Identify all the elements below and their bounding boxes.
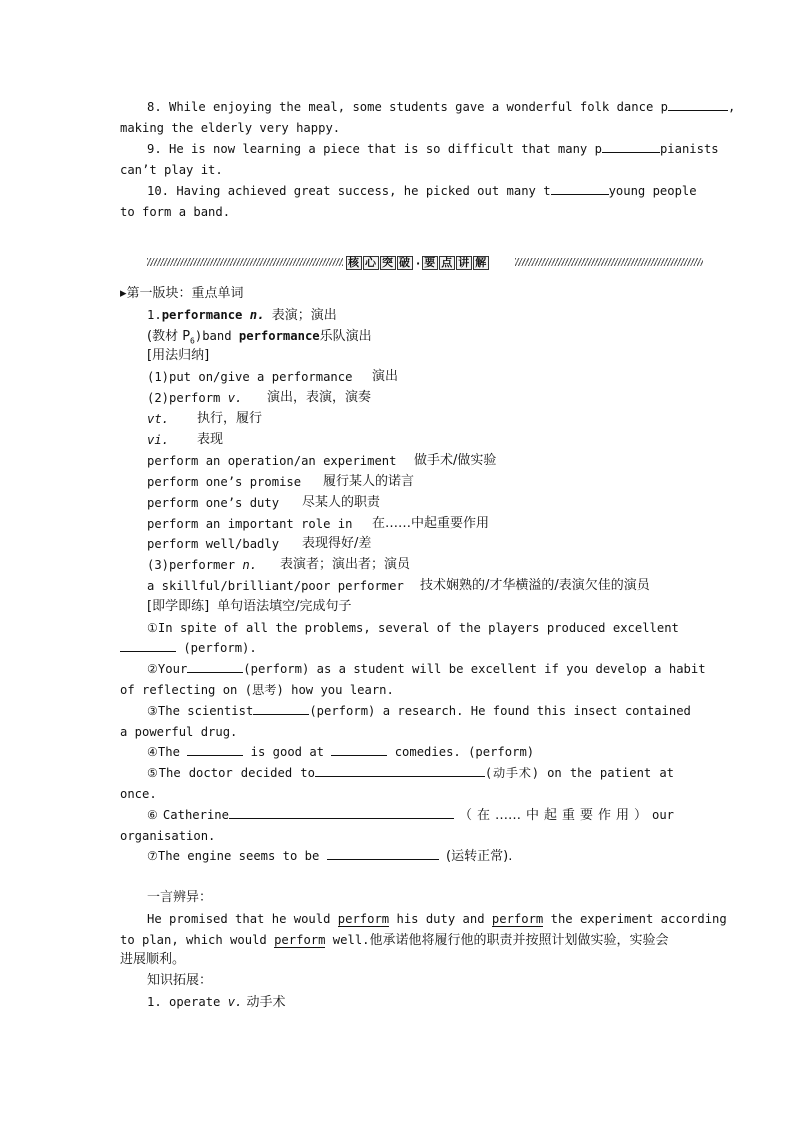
- collocation-4: perform an important role in 在……中起重要作用: [147, 516, 490, 531]
- distinguish-line2: to plan, which would perform well.他承诺他将履行他的职责并按照计划做实验，实验会: [120, 933, 669, 948]
- answer-blank[interactable]: [668, 98, 728, 111]
- banner-char: 突: [382, 256, 394, 269]
- section-banner: [346, 256, 490, 270]
- practice-1-line1: ①In spite of all the problems, several of the players produced excellent: [147, 621, 679, 635]
- banner-char: 解: [475, 256, 488, 269]
- answer-blank[interactable]: [187, 660, 243, 673]
- answer-blank[interactable]: [315, 764, 485, 777]
- banner-char: 破: [399, 256, 411, 269]
- banner-dot: ·: [416, 256, 421, 270]
- extension-item-1: 1. operate v. 动手术: [147, 995, 286, 1010]
- collocation-1: perform an operation/an experiment 做手术/做实验: [147, 453, 497, 468]
- collocation-6: a skillful/brilliant/poor performer 技术娴熟的/才华横溢的/表演欠佳的演员: [147, 578, 650, 593]
- distinguish-line1: He promised that he would perform his duty and perform the experiment according: [147, 912, 727, 926]
- answer-blank[interactable]: [602, 140, 660, 153]
- vocab-item-1: 1.performance n. 表演；演出: [147, 308, 337, 323]
- collocation-5: perform well/badly 表现得好/差: [147, 536, 372, 551]
- usage-5: (3)performer n. 表演者；演出者；演员: [147, 557, 411, 572]
- exercise-8-line1: 8. While enjoying the meal, some students gave a wonderful folk dance p ,: [147, 100, 736, 114]
- practice-3-line2: a powerful drug.: [120, 725, 238, 739]
- exercise-9-line1: 9. He is now learning a piece that is so difficult that many p pianists: [147, 142, 719, 156]
- collocation-2: perform one’s promise 履行某人的诺言: [147, 474, 415, 489]
- practice-6-line1: ⑥Catherine （在……中起重要作用）our: [147, 808, 674, 823]
- exercise-10-line1: 10. Having achieved great success, he picked out many t young people: [147, 184, 697, 198]
- practice-5-line1: ⑤The doctor decided to (动手术) on the patient at: [147, 766, 674, 780]
- practice-3-line1: ③The scientist (perform) a research. He found this insect contained: [147, 704, 691, 718]
- distinguish-title: 一言辨异：: [147, 890, 213, 905]
- practice-5-line2: once.: [120, 787, 157, 801]
- exercise-8-line2: making the elderly very happy.: [120, 121, 341, 135]
- practice-2-line2: of reflecting on (思考) how you learn.: [120, 683, 394, 697]
- divider-stripe-right: [515, 258, 703, 266]
- banner-char: 心: [365, 256, 377, 269]
- banner-char: 点: [441, 256, 454, 269]
- textbook-example: (教材 $P_6)band$ performance乐队演出: [147, 329, 372, 346]
- usage-4: vi. 表现: [147, 432, 224, 447]
- banner-char: 核: [348, 256, 360, 269]
- usage-3: vt. 执行，履行: [147, 411, 263, 426]
- answer-blank[interactable]: [120, 639, 176, 652]
- practice-title: [即学即练] 单句语法填空/完成句子: [147, 599, 352, 614]
- usage-1: (1)put on/give a performance 演出: [147, 369, 399, 384]
- answer-blank[interactable]: [327, 847, 439, 860]
- exercise-10-line2: to form a band.: [120, 205, 231, 219]
- answer-blank[interactable]: [551, 182, 609, 195]
- divider-stripe-left: [147, 258, 343, 266]
- answer-blank[interactable]: [253, 702, 309, 715]
- practice-7: ⑦The engine seems to be (运转正常).: [147, 849, 513, 864]
- answer-blank[interactable]: [187, 743, 243, 756]
- usage-2: (2)perform v. 演出，表演，演奏: [147, 390, 372, 405]
- answer-blank[interactable]: [229, 806, 454, 819]
- exercise-9-line2: can’t play it.: [120, 163, 223, 177]
- answer-blank[interactable]: [331, 743, 387, 756]
- banner-char: 要: [424, 256, 437, 269]
- section-divider: [147, 256, 703, 270]
- practice-4: ④The is good at comedies. (perform): [147, 745, 535, 759]
- practice-1-line2: (perform).: [120, 638, 257, 658]
- extension-title: 知识拓展：: [147, 973, 213, 988]
- section-heading: ▸第一版块：重点单词: [120, 286, 244, 301]
- practice-2-line1: ②Your (perform) as a student will be excellent if you develop a habit: [147, 662, 706, 676]
- banner-char: 讲: [458, 256, 471, 269]
- distinguish-line3: 进展顺利。: [120, 952, 186, 967]
- collocation-3: perform one’s duty 尽某人的职责: [147, 495, 381, 510]
- usage-title: [用法归纳]: [147, 348, 210, 363]
- practice-6-line2: organisation.: [120, 829, 216, 843]
